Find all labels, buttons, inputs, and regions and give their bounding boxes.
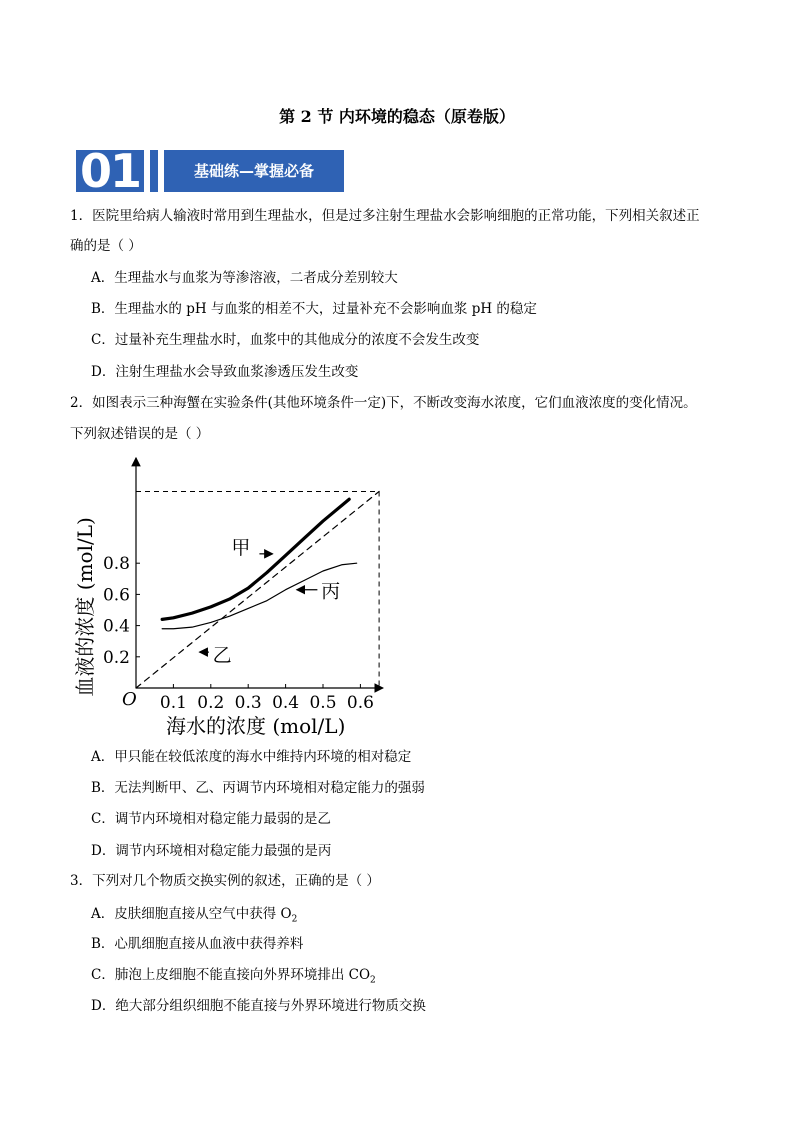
q1-option-d: D．注射生理盐水会导致血浆渗透压发生改变	[91, 364, 359, 380]
banner-number: 01	[79, 144, 140, 198]
series-label: 乙	[212, 644, 232, 667]
x-tick-label: 0.1	[159, 693, 187, 713]
x-axis-title: 海水的浓度 (mol/L)	[165, 714, 346, 738]
q3-option-d: D．绝大部分组织细胞不能直接与外界环境进行物质交换	[91, 998, 426, 1014]
q2-option-d: D．调节内环境相对稳定能力最强的是丙	[91, 843, 332, 859]
origin-label: O	[122, 689, 137, 710]
q2-stem-line2: 下列叙述错误的是（ ）	[70, 426, 210, 442]
y-axis-title: 血液的浓度 (mol/L)	[73, 517, 97, 697]
q1-option-b: B．生理盐水的 pH 与血浆的相差不大，过量补充不会影响血浆 pH 的稳定	[91, 301, 537, 317]
series-label: 甲	[231, 536, 251, 559]
q3-option-c: C．肺泡上皮细胞不能直接向外界环境排出 $CO_2$	[91, 967, 376, 986]
q1-stem-line1: 1．医院里给病人输液时常用到生理盐水，但是过多注射生理盐水会影响细胞的正常功能，下列相关叙述正	[70, 208, 700, 224]
q1-option-a: A．生理盐水与血浆为等渗溶液，二者成分差别较大	[91, 270, 398, 286]
x-tick-label: 0.2	[197, 693, 225, 713]
y-tick-label: 0.4	[102, 616, 130, 637]
axes	[136, 458, 383, 688]
q3-option-a: A．皮肤细胞直接从空气中获得 $O_2$	[91, 906, 298, 925]
q2-option-a: A．甲只能在较低浓度的海水中维持内环境的相对稳定	[91, 749, 412, 765]
banner-divider	[150, 150, 158, 192]
banner-label: 基础练—掌握必备	[193, 162, 314, 180]
concentration-chart	[70, 450, 420, 750]
y-tick-label: 0.2	[102, 647, 130, 668]
labels-layer	[73, 517, 374, 738]
series-label: 丙	[321, 580, 341, 603]
x-tick-label: 0.4	[272, 693, 300, 713]
y-tick-label: 0.6	[102, 585, 130, 606]
banner-label-block	[164, 150, 344, 192]
q2-stem-line1: 2．如图表示三种海蟹在实验条件(其他环境条件一定)下，不断改变海水浓度，它们血液浓度的变化情况。	[70, 395, 697, 411]
x-tick-label: 0.6	[346, 693, 374, 713]
series-line-dashed	[136, 491, 379, 688]
q2-option-c: C．调节内环境相对稳定能力最弱的是乙	[91, 811, 331, 827]
x-tick-label: 0.5	[309, 693, 337, 713]
q3-option-b: B．心肌细胞直接从血液中获得养料	[91, 936, 304, 952]
x-tick-label: 0.3	[234, 693, 262, 713]
q3-stem: 3．下列对几个物质交换实例的叙述，正确的是（ ）	[70, 873, 380, 889]
q2-option-b: B．无法判断甲、乙、丙调节内环境相对稳定能力的强弱	[91, 780, 425, 796]
banner-number-block	[76, 144, 144, 198]
q1-option-c: C．过量补充生理盐水时，血浆中的其他成分的浓度不会发生改变	[91, 332, 480, 348]
page-title: 第 2 节 内环境的稳态（原卷版）	[279, 107, 515, 126]
section-banner	[76, 144, 344, 198]
y-tick-label: 0.8	[102, 554, 130, 575]
q1-stem-line2: 确的是（ ）	[70, 238, 142, 254]
series-layer	[136, 491, 379, 688]
